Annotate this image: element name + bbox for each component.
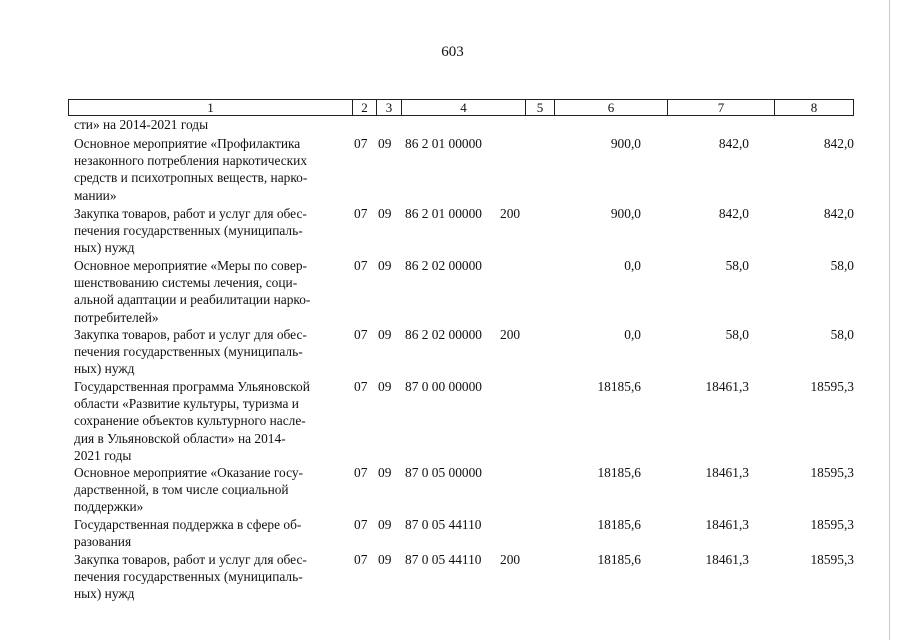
row-amount-2: 18461,3 — [705, 379, 749, 394]
row-name: сти» на 2014-2021 годы — [74, 117, 209, 132]
row-target-code: 87 0 00 00000 — [405, 379, 482, 394]
row-amount-1: 0,0 — [624, 258, 641, 273]
row-subsection: 09 — [378, 517, 392, 532]
table-header — [68, 99, 854, 116]
header-col-6: 6 — [555, 100, 668, 115]
row-target-code: 86 2 02 00000 — [405, 258, 482, 273]
row-amount-3: 18595,3 — [810, 379, 854, 394]
row-section: 07 — [354, 136, 368, 151]
row-expense-type: 200 — [500, 206, 521, 221]
row-subsection: 09 — [378, 465, 392, 480]
row-subsection: 09 — [378, 327, 392, 342]
header-col-8: 8 — [810, 100, 818, 115]
row-section: 07 — [354, 379, 368, 394]
row-section: 07 — [354, 465, 368, 480]
row-amount-3: 18595,3 — [810, 517, 854, 532]
page-number: 603 — [441, 44, 464, 60]
row-expense-type: 200 — [500, 552, 521, 567]
header-col-2: 2 — [353, 100, 377, 115]
row-amount-3: 18595,3 — [810, 465, 854, 480]
header-col-1: 1 — [69, 100, 353, 115]
row-amount-3: 18595,3 — [810, 552, 854, 567]
row-amount-2: 842,0 — [718, 136, 749, 151]
row-amount-3: 842,0 — [823, 206, 854, 221]
row-name: Основное мероприятие «Меры по совер- шенствованию системы лечения, соци- альной адаптации и реабилитации нарко- потребителей» — [74, 258, 311, 325]
row-name: Государственная поддержка в сфере об- разования — [74, 517, 302, 550]
header-col-4: 4 — [402, 100, 526, 115]
row-target-code: 86 2 02 00000 — [405, 327, 482, 342]
row-name: Основное мероприятие «Профилактика незаконного потребления наркотических средств и психотропных веществ, нарко- мании» — [74, 136, 308, 203]
row-section: 07 — [354, 327, 368, 342]
header-col-5: 5 — [526, 100, 555, 115]
row-amount-2: 58,0 — [725, 327, 749, 342]
row-amount-1: 0,0 — [624, 327, 641, 342]
row-amount-3: 58,0 — [830, 258, 854, 273]
row-target-code: 87 0 05 44110 — [405, 552, 482, 567]
page-edge-line — [889, 0, 890, 640]
row-amount-2: 18461,3 — [705, 465, 749, 480]
row-name: Основное мероприятие «Оказание госу- дарственной, в том числе социальной поддержки» — [74, 465, 303, 515]
row-amount-1: 18185,6 — [597, 517, 641, 532]
row-amount-1: 18185,6 — [597, 465, 641, 480]
row-amount-2: 58,0 — [725, 258, 749, 273]
row-amount-3: 58,0 — [830, 327, 854, 342]
row-subsection: 09 — [378, 379, 392, 394]
row-amount-1: 900,0 — [610, 136, 641, 151]
row-name: Закупка товаров, работ и услуг для обес- печения государственных (муниципаль- ных) нужд — [74, 552, 307, 602]
row-expense-type: 200 — [500, 327, 521, 342]
row-subsection: 09 — [378, 206, 392, 221]
row-subsection: 09 — [378, 258, 392, 273]
row-amount-1: 900,0 — [610, 206, 641, 221]
row-amount-1: 18185,6 — [597, 379, 641, 394]
row-section: 07 — [354, 517, 368, 532]
row-subsection: 09 — [378, 552, 392, 567]
row-amount-1: 18185,6 — [597, 552, 641, 567]
row-section: 07 — [354, 206, 368, 221]
row-target-code: 87 0 05 44110 — [405, 517, 482, 532]
row-section: 07 — [354, 258, 368, 273]
row-section: 07 — [354, 552, 368, 567]
header-col-7: 7 — [668, 100, 775, 115]
row-amount-2: 842,0 — [718, 206, 749, 221]
row-name: Закупка товаров, работ и услуг для обес- печения государственных (муниципаль- ных) нужд — [74, 327, 307, 377]
row-target-code: 86 2 01 00000 — [405, 136, 482, 151]
row-target-code: 86 2 01 00000 — [405, 206, 482, 221]
row-subsection: 09 — [378, 136, 392, 151]
row-amount-3: 842,0 — [823, 136, 854, 151]
row-amount-2: 18461,3 — [705, 517, 749, 532]
header-col-3: 3 — [377, 100, 402, 115]
row-name: Государственная программа Ульяновской области «Развитие культуры, туризма и сохранение объектов культурного насле- дия в Ульяновской области» на 2014- 2021 годы — [74, 379, 310, 463]
row-amount-2: 18461,3 — [705, 552, 749, 567]
row-name: Закупка товаров, работ и услуг для обес- печения государственных (муниципаль- ных) нужд — [74, 206, 307, 256]
row-target-code: 87 0 05 00000 — [405, 465, 482, 480]
